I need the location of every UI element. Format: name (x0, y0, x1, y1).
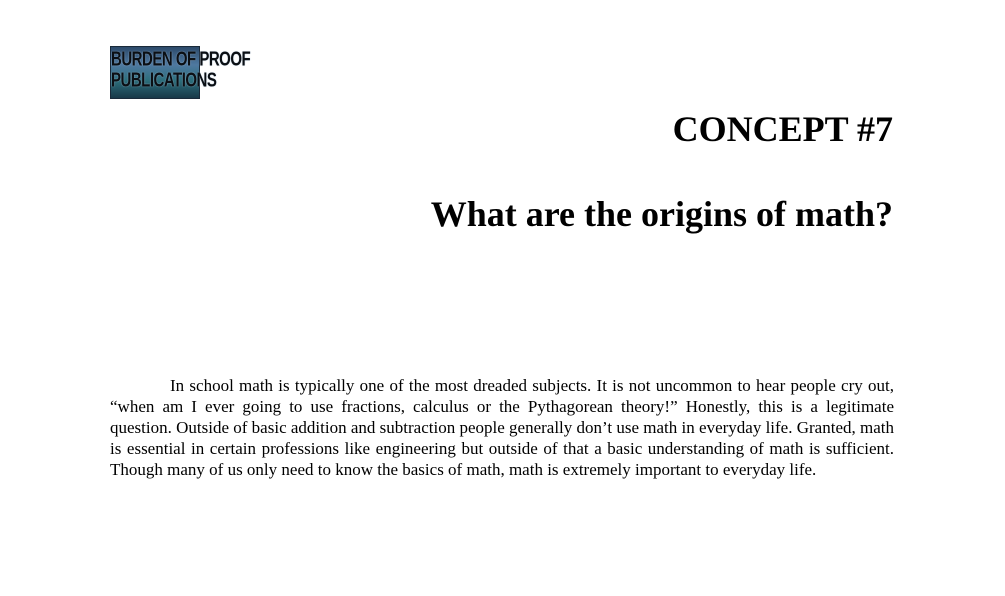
body-paragraph: In school math is typically one of the most dreaded subjects. It is not uncommon to hear people cry out, “when am I ever going to use fractions, calculus or the Pythagorean theory!” Honestly, this is a legitimate question. Outside of basic addition and subtraction people generally don’t use math in everyday life. Granted, math is essential in certain professions like engineering but outside of that a basic understanding of math is sufficient. Though many of us only need to know the basics of math, math is extremely important to everyday life. (110, 376, 894, 479)
publisher-logo (110, 46, 251, 99)
concept-heading: CONCEPT #7 (672, 109, 893, 149)
question-heading: What are the origins of math? (430, 194, 893, 234)
logo-text-line-2: PUBLICATIONS (111, 69, 217, 92)
logo-text-line-1: BURDEN OF PROOF (111, 48, 251, 71)
